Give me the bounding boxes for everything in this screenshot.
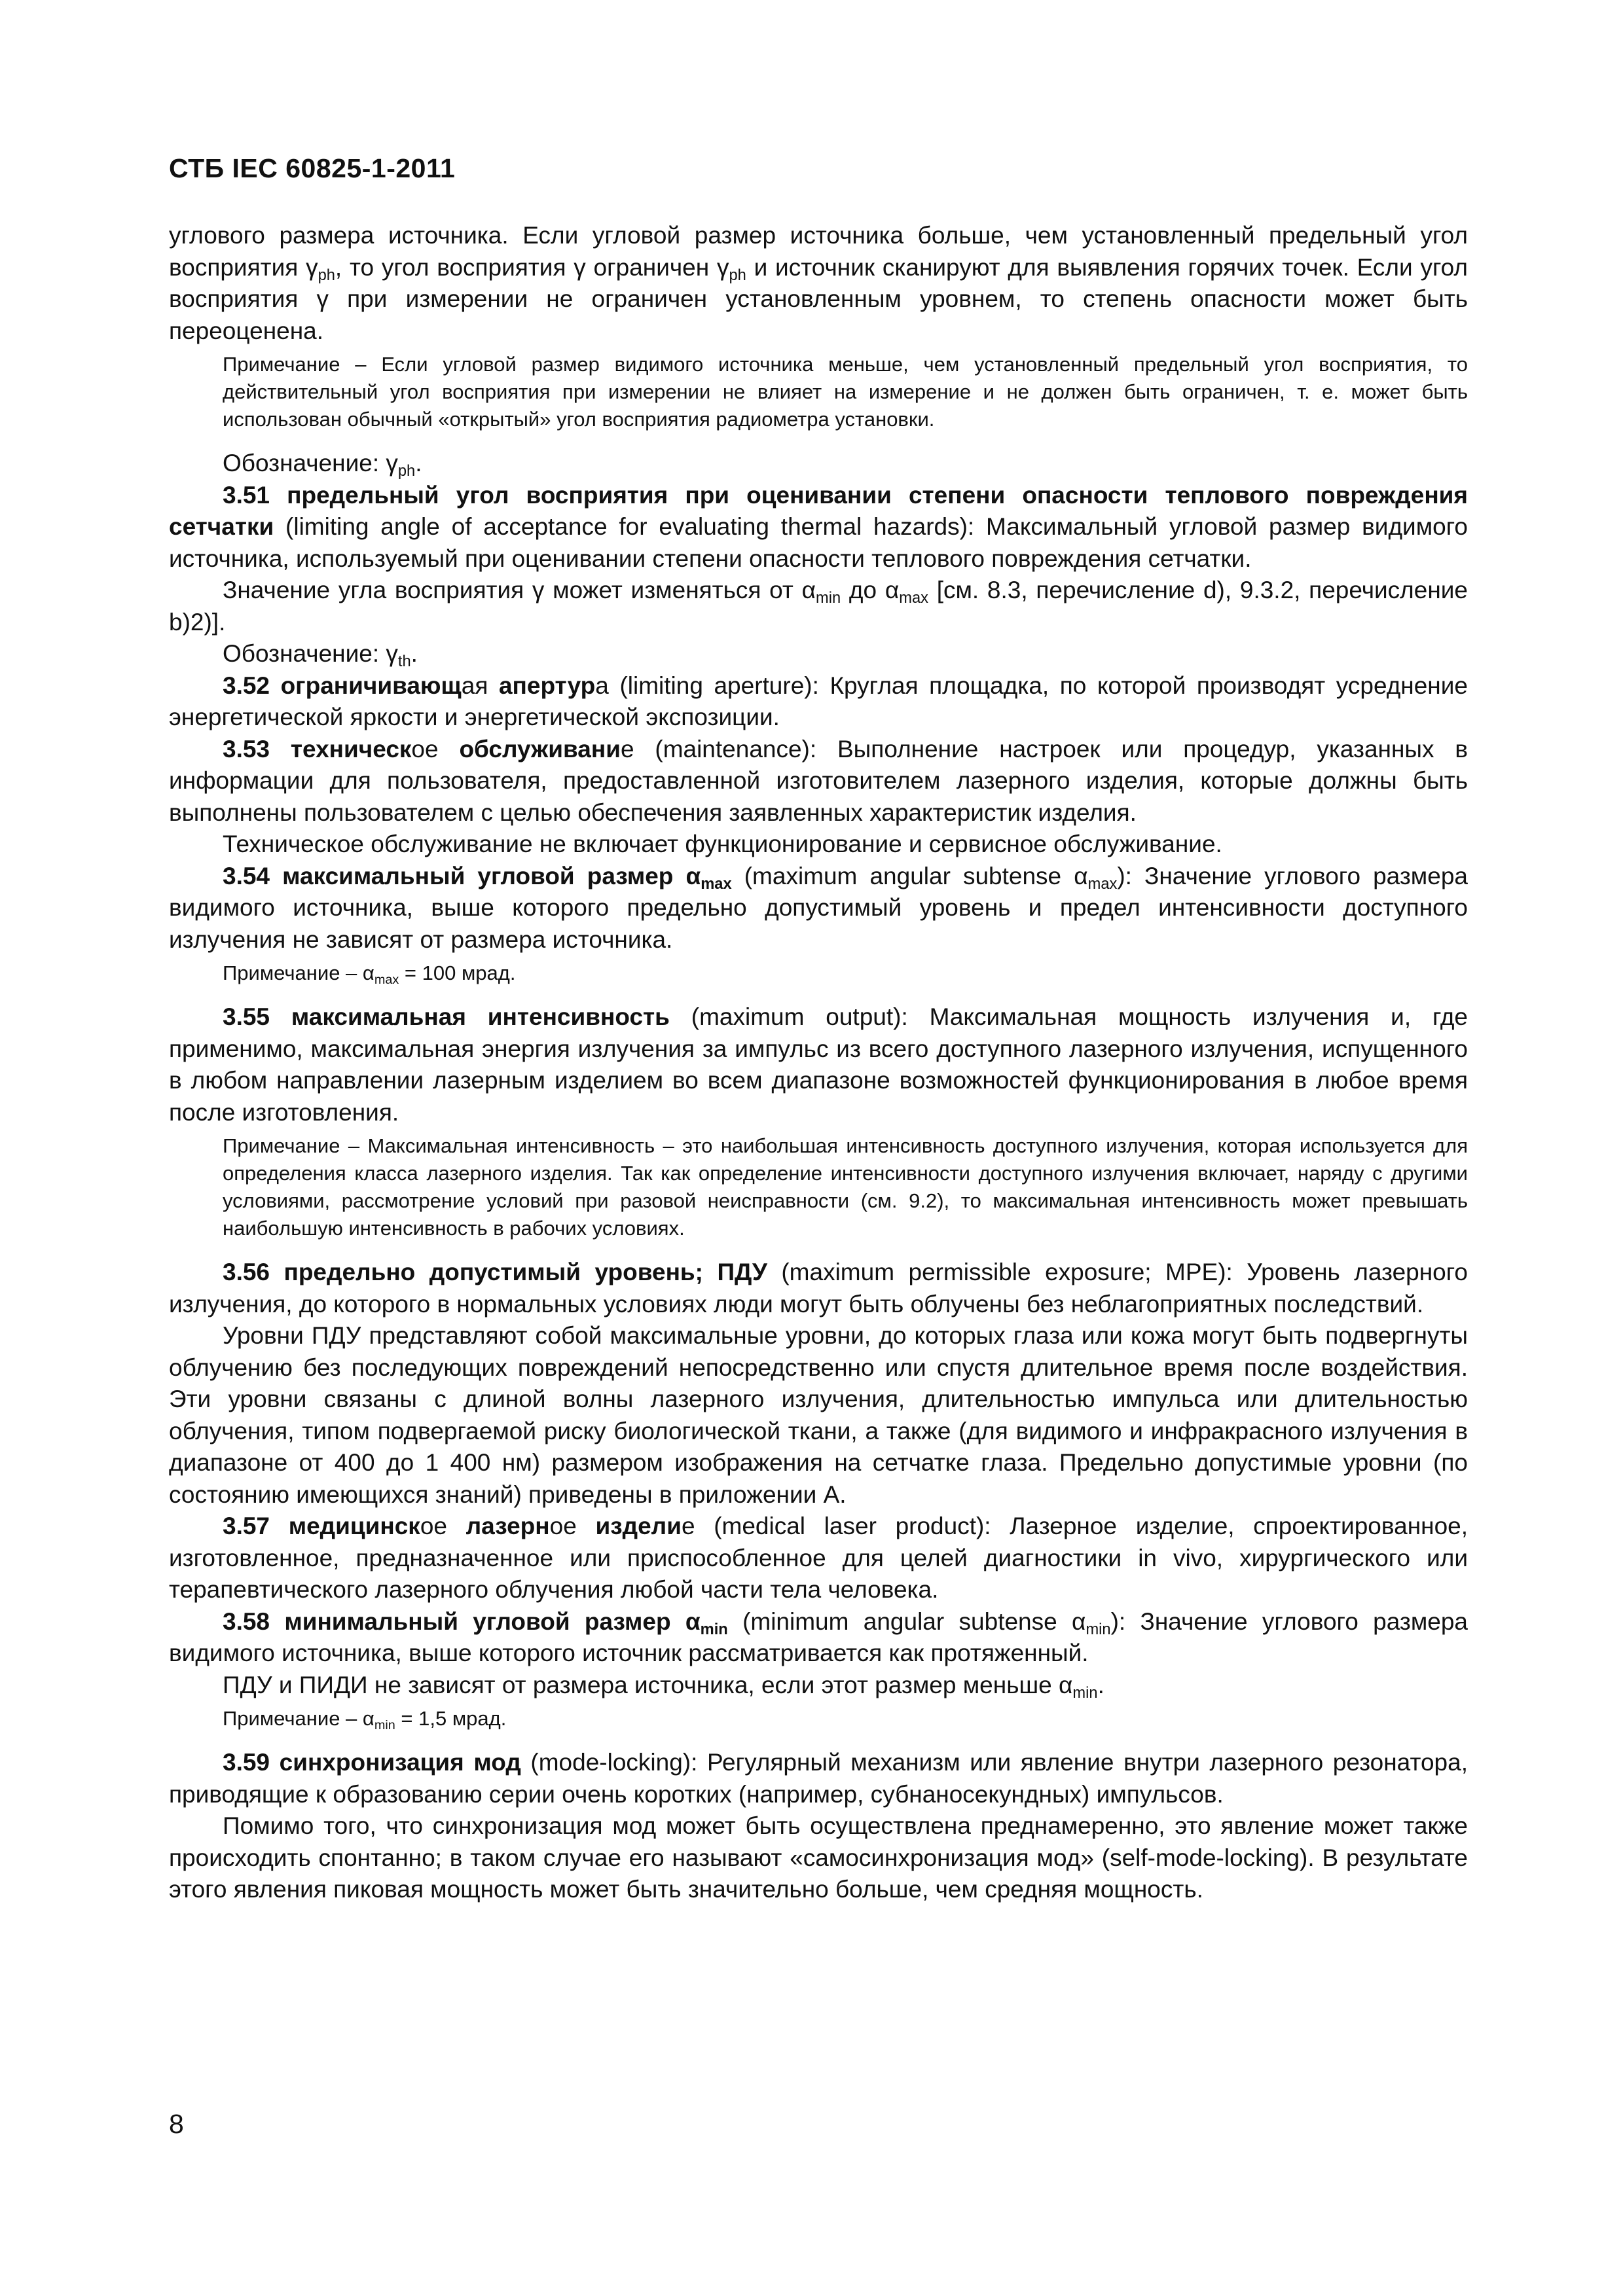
term-3-53: 3.53 техническое обслуживание (maintenance): Выполнение настроек или процедур, указанных в информации для пользователя, предоставленной изготовителем лазерного изделия, которые должны быть выполнены пользователем с целью обеспечения заявленных характеристик изделия. bbox=[169, 735, 1468, 826]
term-3-57: 3.57 медицинское лазерное изделие (medical laser product): Лазерное изделие, спроектированное, изготовленное, предназначенное или приспособленное для целей диагностики in vivo, хирургического или терапевтического лазерного облучения любой части тела человека. bbox=[169, 1513, 1468, 1603]
designation-gamma-th: Обозначение: $\gamma_{th}$. bbox=[223, 640, 418, 671]
term-3-51-value: Значение угла восприятия γ может изменяться от $\alpha_{min}$ до $\alpha_{max}$ [см. 8.3, перечисление d), 9.3.2, перечисление b)2)]. bbox=[169, 577, 1468, 636]
term-3-53-extra: Техническое обслуживание не включает функционирование и сервисное обслуживание. bbox=[223, 831, 1222, 857]
note-3-55: Примечание – Максимальная интенсивность – это наибольшая интенсивность доступного излучения, которая используется для определения класса лазерного изделия. Так как определение интенсивности доступного излучения включает, наряду с другими условиями, рассмотрение условий при разовой неисправности (см. 9.2), то максимальная интенсивность может превышать наибольшую интенсивность в рабочих условиях. bbox=[223, 1134, 1468, 1240]
term-3-52: 3.52 ограничивающая апертура (limiting aperture): Круглая площадка, по которой производят усреднение энергетической яркости и энергетической экспозиции. bbox=[169, 672, 1468, 730]
paragraph-continued: углового размера источника. Если угловой размер источника больше, чем установленный предельный угол восприятия $\gamma_{ph}$, то угол восприятия γ ограничен $\gamma_{ph}$ и источник сканируют для выявления горячих точек. Если угол восприятия γ при измерении не ограничен установленным уровнем, то степень опасности может быть переоценена. bbox=[169, 222, 1468, 344]
term-3-56-extra: Уровни ПДУ представляют собой максимальные уровни, до которых глаза или кожа могут быть подвергнуты облучению без последующих повреждений непосредственно или спустя длительное время после воздействия. Эти уровни связаны с длиной волны лазерного излучения, длительностью импульса или длительностью облучения, типом подвергаемой риску биологической ткани, а также (для видимого и инфракрасного излучения в диапазоне от 400 до 1 400 нм) размером изображения на сетчатке глаза. Предельно допустимые уровни (по состоянию имеющихся знаний) приведены в приложении А. bbox=[169, 1322, 1468, 1508]
note-3-54: Примечание – $\alpha_{max} = 100$ мрад. bbox=[223, 961, 516, 987]
document-header: СТБ IEC 60825-1-2011 bbox=[169, 153, 456, 183]
document-body bbox=[169, 220, 1468, 1906]
term-3-59-extra: Помимо того, что синхронизация мод может быть осуществлена преднамеренно, это явление может также происходить спонтанно; в таком случае его называют «самосинхронизация мод» (self-mode-locking). В результате этого явления пиковая мощность может быть значительно больше, чем средняя мощность. bbox=[169, 1812, 1468, 1903]
note-3-58: Примечание – $\alpha_{min} = 1,5$ мрад. bbox=[223, 1707, 507, 1732]
term-3-58: 3.58 минимальный угловой размер $\alpha_{min}$ (minimum angular subtense $\alpha_{min}$): Значение углового размера видимого источника, выше которого источник рассматривается как протяженный. bbox=[169, 1607, 1468, 1666]
designation-gamma-ph: Обозначение: $\gamma_{ph}$. bbox=[223, 450, 422, 480]
note-3-50: Примечание – Если угловой размер видимого источника меньше, чем установленный предельный угол восприятия, то действительный угол восприятия при измерении не влияет на измерение и не должен быть ограничен, т. е. может быть использован обычный «открытый» угол восприятия радиометра установки. bbox=[223, 353, 1468, 431]
term-3-54: 3.54 максимальный угловой размер $\alpha_{max}$ (maximum angular subtense $\alpha_{max}$): Значение углового размера видимого источника, выше которого предельно допустимый уровень и предел интенсивности доступного излучения не зависят от размера источника. bbox=[169, 862, 1468, 953]
term-3-51: 3.51 предельный угол восприятия при оценивании степени опасности теплового повреждения сетчатки (limiting angle of acceptance for evaluating thermal hazards): Максимальный угловой размер видимого источника, используемый при оценивании степени опасности теплового повреждения сетчатки. bbox=[169, 481, 1468, 572]
page-number: 8 bbox=[169, 2109, 184, 2139]
term-3-58-extra: ПДУ и ПИДИ не зависят от размера источника, если этот размер меньше $\alpha_{min}$. bbox=[223, 1671, 1104, 1702]
term-3-59: 3.59 синхронизация мод (mode-locking): Регулярный механизм или явление внутри лазерного резонатора, приводящие к образованию серии очень коротких (например, субнаносекундных) импульсов. bbox=[169, 1749, 1468, 1808]
term-3-55: 3.55 максимальная интенсивность (maximum output): Максимальная мощность излучения и, где применимо, максимальная энергия излучения за импульс из всего доступного лазерного излучения, испущенного в любом направлении лазерным изделием во всем диапазоне возможностей функционирования в любое время после изготовления. bbox=[169, 1003, 1468, 1126]
term-3-56: 3.56 предельно допустимый уровень; ПДУ (maximum permissible exposure; MPE): Уровень лазерного излучения, до которого в нормальных условиях люди могут быть облучены без неблагоприятных последствий. bbox=[169, 1259, 1468, 1318]
